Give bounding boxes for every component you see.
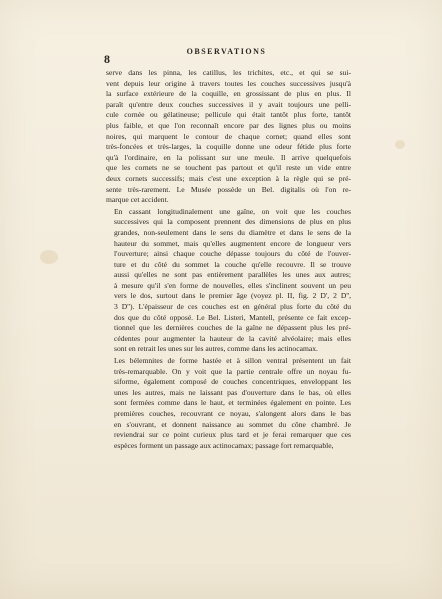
text-line: unes les autres, mais ne laissant pas d'ouverture dans le bas, où elles — [114, 387, 351, 397]
text-line: reviendrai sur ce point curieux plus tard et je ferai remarquer que ces — [114, 430, 351, 440]
text-line: tionnel que les dernières couches de la gaîne ne dépassent plus les pré- — [114, 323, 351, 333]
text-line: Les bélemnites de forme hastée et à sillon ventral présentent un fait — [114, 356, 351, 366]
text-line: en s'ouvrant, et donnent naissance au sommet du cône chambré. Je — [114, 419, 351, 429]
text-line: espèces forment un passage aux actinocamax; passage fort remarquable, — [114, 440, 334, 450]
text-line: noires, qui marquent le contour de chaque cornet; quand elles sont — [106, 131, 351, 141]
text-line: 3 D''). L'épaisseur de ces couches est en général plus forte du côté du — [114, 302, 351, 312]
text-line: vers le dos, surtout dans le premier âge (voyez pl. II, fig. 2 D', 2 D'', — [114, 291, 351, 301]
text-line: ture et du côté du sommet la couche qu'elle recouvre. Il se trouve — [114, 259, 351, 269]
body-text — [106, 68, 351, 451]
text-line: aussi qu'elles ne sont pas entièrement parallèles les unes aux autres; — [114, 270, 351, 280]
text-line: serve dans les pinna, les catillus, les trichites, etc., et qui se sui- — [106, 68, 351, 77]
text-line: cule cornée ou gélatineuse; pellicule qui était tantôt plus forte, tantôt — [106, 110, 351, 120]
text-line: premières couches, recouvrant ce noyau, s'alongent alors dans le bas — [114, 409, 351, 418]
page-header — [104, 47, 349, 68]
text-line: sont en retrait les unes sur les autres, comme dans les actinocamax. — [114, 344, 318, 354]
text-line: très-remarquable. On y voit que la partie centrale offre un noyau fu- — [114, 366, 351, 376]
text-line: sente très-rarement. Le Musée possède un Bel. digitalis où l'on re- — [106, 184, 351, 194]
text-line: à mesure qu'il s'en forme de nouvelles, elles s'inclinent souvent un peu — [114, 280, 351, 290]
paper-stain — [395, 140, 405, 149]
text-line: grandes, non-seulement dans le sens du diamètre et dans le sens de la — [114, 227, 351, 237]
paragraph — [106, 356, 351, 451]
text-line: vent depuis leur origine à travers toutes les couches successives jusqu'à — [106, 78, 351, 88]
paragraph — [106, 207, 351, 355]
page-number: 8 — [104, 52, 110, 66]
text-line: deux cornets successifs; mais c'est une exception à la règle qui se pré- — [106, 173, 351, 183]
text-line: que les cornets ne se touchent pas partout et qu'il reste un vide entre — [106, 163, 351, 173]
text-line: marque cet accident. — [106, 195, 169, 205]
text-line: En cassant longitudinalement une gaîne, on voit que les couches — [114, 206, 351, 216]
text-line: qu'à l'ordinaire, en la polissant sur une meule. Il arrive quelquefois — [106, 152, 351, 162]
text-line: paraît qu'entre deux couches successives il y avait toujours une pelli- — [106, 99, 351, 109]
paragraph — [106, 68, 351, 206]
text-line: très-foncées et très-larges, la coquille donne une odeur fétide plus forte — [106, 142, 351, 152]
text-line: sont fermées comme dans le haut, et terminées également en pointe. Les — [114, 398, 351, 408]
text-line: la surface extérieure de la coquille, en grossissant de plus en plus. Il — [106, 89, 351, 99]
text-line: l'ouverture; ainsi chaque couche dépasse toujours du côté de l'ouver- — [114, 249, 351, 259]
text-line: dos que du côté opposé. Le Bel. Listeri, Mantell, présente ce fait excep- — [114, 312, 351, 322]
text-line: successives qui la composent prennent des dimensions de plus en plus — [114, 217, 351, 227]
text-line: hauteur du sommet, mais qu'elles augmentent encore de longueur vers — [114, 238, 351, 248]
text-line: siforme, également composé de couches concentriques, enveloppant les — [114, 377, 351, 387]
running-head: OBSERVATIONS — [186, 47, 267, 56]
text-line: plus faible, et que l'on reconnaît encore par des lignes plus ou moins — [106, 120, 351, 130]
paper-stain — [40, 250, 58, 264]
text-line: cédentes pour augmenter la hauteur de la cavité alvéolaire; mais elles — [114, 333, 351, 343]
